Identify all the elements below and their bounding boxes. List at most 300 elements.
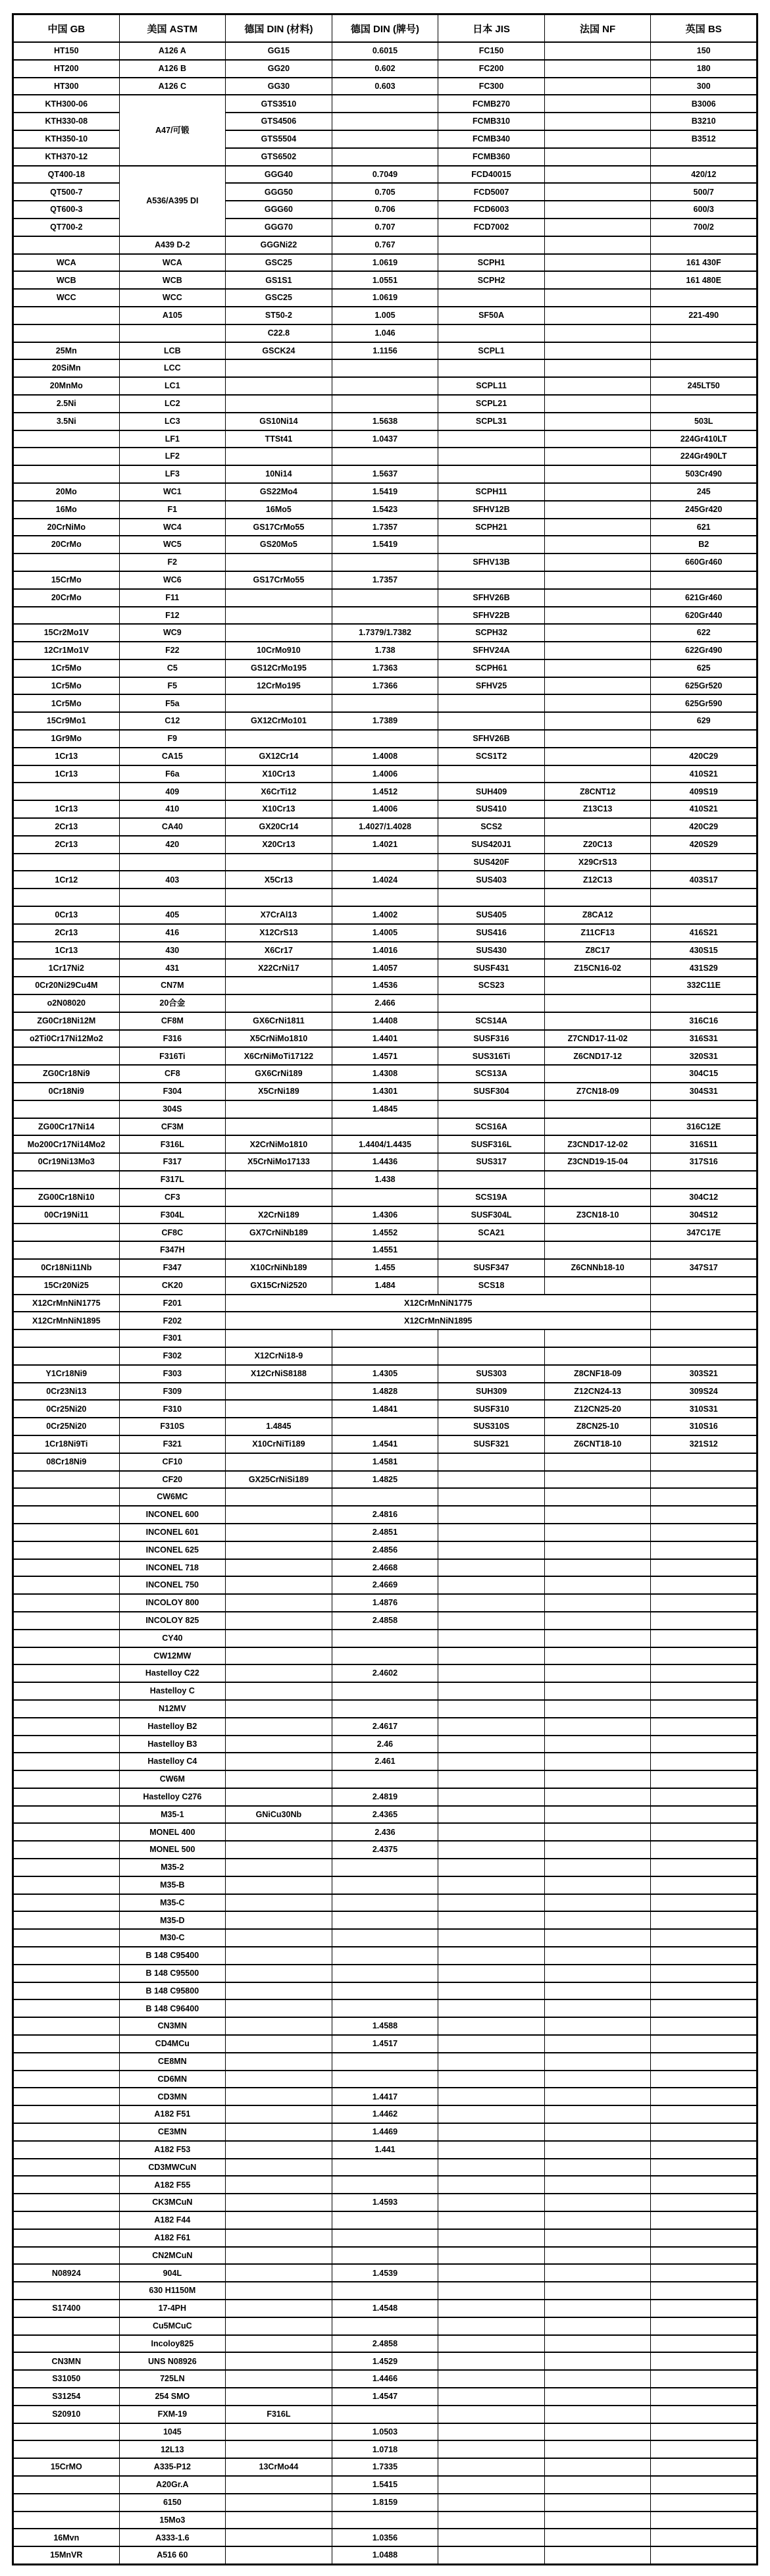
- table-row: [13, 765, 757, 783]
- table-cell: [332, 607, 438, 625]
- table-cell: [544, 1823, 651, 1841]
- table-cell: [226, 2529, 332, 2546]
- table-row: [13, 1612, 757, 1630]
- table-row: [13, 889, 757, 906]
- table-cell: GSC25: [226, 289, 332, 307]
- table-cell: 1.4024: [332, 871, 438, 889]
- table-row: [13, 2053, 757, 2071]
- table-cell: B 148 C95400: [119, 1947, 226, 1965]
- table-cell: [438, 2512, 545, 2529]
- table-cell: F310S: [119, 1418, 226, 1435]
- table-cell: [13, 2440, 120, 2458]
- table-cell: [651, 1612, 757, 1630]
- table-cell: 0Cr25Ni20: [13, 1418, 120, 1435]
- table-cell: QT600-3: [13, 201, 120, 219]
- table-cell: 420C29: [651, 818, 757, 836]
- table-cell: 2.4851: [332, 1524, 438, 1541]
- table-cell: F302: [119, 1347, 226, 1365]
- table-cell: [332, 359, 438, 377]
- table-cell: [226, 1753, 332, 1770]
- table-cell: SUS403: [438, 871, 545, 889]
- table-cell: GSCK24: [226, 342, 332, 360]
- table-row: [13, 465, 757, 483]
- table-row: [13, 60, 757, 78]
- table-cell: [651, 324, 757, 342]
- table-cell: [544, 2229, 651, 2247]
- table-cell: [226, 2194, 332, 2211]
- table-cell: 621Gr460: [651, 589, 757, 607]
- table-cell: 10CrMo910: [226, 642, 332, 659]
- table-cell: [332, 2282, 438, 2300]
- table-cell: GG15: [226, 42, 332, 60]
- table-cell: 1.4551: [332, 1241, 438, 1259]
- table-row: [13, 1594, 757, 1612]
- table-cell: [544, 1929, 651, 1947]
- table-cell: [332, 130, 438, 148]
- table-cell: 1Cr13: [13, 942, 120, 960]
- table-cell: X12CrMnNiN1775: [13, 1295, 120, 1312]
- table-cell: [13, 854, 120, 871]
- table-row: [13, 694, 757, 712]
- table-cell: [226, 1911, 332, 1929]
- table-cell: [651, 2247, 757, 2265]
- table-row: [13, 1259, 757, 1277]
- table-cell: [332, 1876, 438, 1894]
- table-cell: LF1: [119, 430, 226, 448]
- table-row: [13, 2035, 757, 2053]
- table-cell: [13, 1823, 120, 1841]
- table-cell: F316Ti: [119, 1047, 226, 1065]
- table-cell: M30-C: [119, 1929, 226, 1947]
- table-cell: 180: [651, 60, 757, 78]
- table-cell: [332, 1488, 438, 1506]
- table-cell: [544, 1859, 651, 1876]
- column-header-uk-bs: 英国 BS: [651, 14, 757, 43]
- table-row: [13, 2370, 757, 2388]
- table-cell: 1Cr17Ni2: [13, 959, 120, 977]
- table-row: [13, 1911, 757, 1929]
- table-cell: X2CrNi189: [226, 1206, 332, 1224]
- table-cell: KTH300-06: [13, 95, 120, 113]
- table-cell: M35-C: [119, 1894, 226, 1912]
- table-cell: [438, 2211, 545, 2229]
- table-cell: GGG50: [226, 183, 332, 201]
- table-cell: 2.4602: [332, 1664, 438, 1682]
- table-cell: [332, 95, 438, 113]
- table-cell: 725LN: [119, 2370, 226, 2388]
- table-row: [13, 2123, 757, 2141]
- table-cell: [332, 1894, 438, 1912]
- table-cell: A126 C: [119, 78, 226, 95]
- table-cell: [544, 2423, 651, 2441]
- table-cell: CW12MW: [119, 1647, 226, 1665]
- table-cell: 409S19: [651, 783, 757, 800]
- table-cell: [438, 571, 545, 589]
- table-cell: [544, 2300, 651, 2317]
- table-cell: [544, 1999, 651, 2017]
- table-cell: [438, 1171, 545, 1189]
- table-cell: [226, 1576, 332, 1594]
- table-cell: 1Cr18Ni9Ti: [13, 1435, 120, 1453]
- table-cell: [651, 2335, 757, 2353]
- table-cell: GS20Mo5: [226, 536, 332, 554]
- table-cell: 1.4845: [226, 1418, 332, 1435]
- table-cell: [651, 2071, 757, 2088]
- table-cell: 1.0356: [332, 2529, 438, 2546]
- table-cell: WCC: [119, 289, 226, 307]
- table-cell: 700/2: [651, 219, 757, 236]
- table-cell: [651, 1911, 757, 1929]
- table-cell: [651, 2264, 757, 2282]
- table-cell: 403: [119, 871, 226, 889]
- table-cell: 12L13: [119, 2440, 226, 2458]
- table-cell: GX6CrNi1811: [226, 1012, 332, 1030]
- table-row: [13, 1312, 757, 1329]
- table-cell: [438, 2035, 545, 2053]
- table-cell: [544, 1753, 651, 1770]
- table-cell: [226, 2335, 332, 2353]
- table-cell: GNiCu30Nb: [226, 1806, 332, 1824]
- table-row: [13, 2476, 757, 2494]
- table-cell: Z15CN16-02: [544, 959, 651, 977]
- table-cell: 660Gr460: [651, 554, 757, 571]
- table-cell: [438, 2406, 545, 2423]
- table-cell: 1Cr5Mo: [13, 694, 120, 712]
- table-cell: X2CrNiMo1810: [226, 1135, 332, 1153]
- table-cell: [544, 1541, 651, 1559]
- table-cell: 316C16: [651, 1012, 757, 1030]
- table-cell: X10CrNiNb189: [226, 1259, 332, 1277]
- table-cell: [651, 2141, 757, 2159]
- table-row: [13, 712, 757, 730]
- table-row: [13, 589, 757, 607]
- table-cell: 1.5637: [332, 465, 438, 483]
- table-cell: [544, 2440, 651, 2458]
- table-cell: [544, 2352, 651, 2370]
- table-cell: 304C12: [651, 1189, 757, 1206]
- table-cell: [651, 1823, 757, 1841]
- table-cell: [544, 1347, 651, 1365]
- table-cell: [438, 2458, 545, 2476]
- table-cell: F22: [119, 642, 226, 659]
- table-cell: CF10: [119, 1453, 226, 1471]
- table-cell: SCS23: [438, 977, 545, 994]
- table-cell: [544, 554, 651, 571]
- table-cell: F12: [119, 607, 226, 625]
- table-cell: [438, 2194, 545, 2211]
- table-cell: F316L: [226, 2406, 332, 2423]
- table-cell: [13, 1929, 120, 1947]
- table-cell: [651, 1982, 757, 2000]
- table-row: [13, 2388, 757, 2406]
- table-cell: GTS3510: [226, 95, 332, 113]
- table-cell: F303: [119, 1365, 226, 1383]
- table-cell: 410: [119, 800, 226, 818]
- table-cell: 1.4301: [332, 1083, 438, 1100]
- table-cell: [332, 448, 438, 465]
- table-cell: [226, 1524, 332, 1541]
- table-cell: [13, 1894, 120, 1912]
- table-cell: [13, 1576, 120, 1594]
- table-cell: CN3MN: [119, 2017, 226, 2035]
- table-cell: [544, 889, 651, 906]
- table-cell: Z12CN24-13: [544, 1383, 651, 1401]
- table-cell: [438, 2370, 545, 2388]
- table-cell: Z20C13: [544, 836, 651, 854]
- table-cell: 430S15: [651, 942, 757, 960]
- table-cell: [544, 2335, 651, 2353]
- table-cell: [438, 2123, 545, 2141]
- table-cell: [651, 2282, 757, 2300]
- table-cell: [438, 1753, 545, 1770]
- table-cell: F9: [119, 730, 226, 748]
- table-row: [13, 2088, 757, 2105]
- table-cell: [438, 1612, 545, 1630]
- table-row: [13, 2159, 757, 2177]
- table-cell: [651, 2159, 757, 2177]
- table-row: [13, 448, 757, 465]
- table-cell: [544, 2141, 651, 2159]
- table-cell: 1.4552: [332, 1224, 438, 1241]
- table-cell: [226, 2247, 332, 2265]
- table-cell: 1.4404/1.4435: [332, 1135, 438, 1153]
- table-cell: [226, 994, 332, 1012]
- table-row: [13, 1841, 757, 1859]
- table-row: [13, 1488, 757, 1506]
- table-cell: [544, 589, 651, 607]
- table-cell: FCMB270: [438, 95, 545, 113]
- table-cell: [332, 2053, 438, 2071]
- table-cell: [438, 1911, 545, 1929]
- table-row: [13, 501, 757, 519]
- table-cell: [226, 1682, 332, 1700]
- table-cell: SFHV26B: [438, 589, 545, 607]
- table-cell: [438, 1894, 545, 1912]
- table-row: [13, 519, 757, 536]
- table-row: [13, 2529, 757, 2546]
- table-cell: 16Mo5: [226, 501, 332, 519]
- table-cell: [651, 2370, 757, 2388]
- table-cell: [13, 1506, 120, 1524]
- table-cell: [13, 889, 120, 906]
- table-cell: 2.4858: [332, 2335, 438, 2353]
- table-cell: FCD40015: [438, 166, 545, 184]
- table-cell: M35-1: [119, 1806, 226, 1824]
- table-cell: [438, 1823, 545, 1841]
- table-cell: 409: [119, 783, 226, 800]
- table-cell: SCPL11: [438, 377, 545, 395]
- table-cell: Hastelloy C4: [119, 1753, 226, 1770]
- table-cell: [438, 1506, 545, 1524]
- table-cell: [332, 2159, 438, 2177]
- table-cell: M35-B: [119, 1876, 226, 1894]
- table-row: [13, 1999, 757, 2017]
- column-header-japan-jis: 日本 JIS: [438, 14, 545, 43]
- table-cell: SUSF431: [438, 959, 545, 977]
- table-cell: F316L: [119, 1135, 226, 1153]
- table-cell: 416S21: [651, 924, 757, 942]
- table-cell: SCS18: [438, 1277, 545, 1295]
- table-cell: 410S21: [651, 765, 757, 783]
- table-cell: [438, 2229, 545, 2247]
- table-row: [13, 1929, 757, 1947]
- table-cell: Incoloy825: [119, 2335, 226, 2353]
- table-cell: WC9: [119, 624, 226, 642]
- table-cell: 1.4006: [332, 765, 438, 783]
- table-cell: [13, 1841, 120, 1859]
- table-row: [13, 1012, 757, 1030]
- table-cell: [438, 889, 545, 906]
- table-cell: 1.5419: [332, 483, 438, 501]
- table-row: [13, 2071, 757, 2088]
- table-cell: [544, 1806, 651, 1824]
- table-cell: 20CrMo: [13, 536, 120, 554]
- table-cell: 1.484: [332, 1277, 438, 1295]
- table-cell: [438, 1630, 545, 1647]
- table-row: [13, 1682, 757, 1700]
- table-cell: [13, 2071, 120, 2088]
- table-cell: 2.4617: [332, 1718, 438, 1736]
- table-cell: [332, 1418, 438, 1435]
- table-cell: [651, 1753, 757, 1770]
- table-row: [13, 2440, 757, 2458]
- table-cell: GX12CrMo101: [226, 712, 332, 730]
- table-cell: B3210: [651, 113, 757, 130]
- table-cell: 1.0503: [332, 2423, 438, 2441]
- table-cell: SUS310S: [438, 1418, 545, 1435]
- table-cell: 1.4828: [332, 1383, 438, 1401]
- table-cell: F321: [119, 1435, 226, 1453]
- table-cell: [438, 1453, 545, 1471]
- table-cell: CF20: [119, 1471, 226, 1489]
- table-cell: [544, 1894, 651, 1912]
- table-cell: [13, 1329, 120, 1347]
- table-row: [13, 1823, 757, 1841]
- table-cell: 622: [651, 624, 757, 642]
- table-cell: [438, 1718, 545, 1736]
- table-cell: [544, 289, 651, 307]
- table-cell: F11: [119, 589, 226, 607]
- table-row: [13, 2512, 757, 2529]
- table-cell: X10Cr13: [226, 765, 332, 783]
- table-cell: [13, 607, 120, 625]
- table-cell: [651, 236, 757, 254]
- table-cell: [544, 148, 651, 166]
- table-cell: [438, 2335, 545, 2353]
- table-cell: 630 H1150M: [119, 2282, 226, 2300]
- table-cell: F2: [119, 554, 226, 571]
- table-cell: [226, 395, 332, 413]
- table-cell: 2.436: [332, 1823, 438, 1841]
- table-cell: 1.4002: [332, 906, 438, 924]
- table-cell: LC1: [119, 377, 226, 395]
- table-cell: [13, 783, 120, 800]
- table-cell: [13, 1541, 120, 1559]
- table-cell: X12CrMnNiN1775: [226, 1295, 651, 1312]
- table-cell: ST50-2: [226, 307, 332, 324]
- table-cell: 1.046: [332, 324, 438, 342]
- table-cell: [226, 2440, 332, 2458]
- table-cell: [651, 906, 757, 924]
- table-cell: [226, 1982, 332, 2000]
- table-cell: 150: [651, 42, 757, 60]
- table-cell: 304S12: [651, 1206, 757, 1224]
- table-cell: [226, 2512, 332, 2529]
- table-cell: [651, 2194, 757, 2211]
- table-cell: B 148 C95800: [119, 1982, 226, 2000]
- table-cell: [544, 1770, 651, 1788]
- table-cell: [226, 1859, 332, 1876]
- table-cell: o2Ti0Cr17Ni12Mo2: [13, 1030, 120, 1048]
- table-cell: Z3CND19-15-04: [544, 1153, 651, 1171]
- table-row: [13, 166, 757, 184]
- table-cell: F202: [119, 1312, 226, 1329]
- table-cell: SCS14A: [438, 1012, 545, 1030]
- table-row: [13, 1118, 757, 1136]
- table-cell: [651, 2388, 757, 2406]
- table-cell: [332, 1118, 438, 1136]
- table-row: [13, 942, 757, 960]
- table-cell: 1.4408: [332, 1012, 438, 1030]
- table-cell: A126 B: [119, 60, 226, 78]
- table-row: [13, 1083, 757, 1100]
- table-cell: [332, 1189, 438, 1206]
- table-cell: [651, 889, 757, 906]
- table-cell: [438, 2317, 545, 2335]
- table-row: [13, 1982, 757, 2000]
- table-cell: [544, 642, 651, 659]
- table-cell: 420: [119, 836, 226, 854]
- table-row: [13, 2105, 757, 2123]
- table-cell: [438, 536, 545, 554]
- table-cell: 316S31: [651, 1030, 757, 1048]
- table-row: [13, 607, 757, 625]
- table-cell: 410S21: [651, 800, 757, 818]
- table-cell: 1.4581: [332, 1453, 438, 1471]
- table-cell: [544, 271, 651, 289]
- table-cell: 1.0619: [332, 289, 438, 307]
- table-cell: F301: [119, 1329, 226, 1347]
- table-cell: [651, 1894, 757, 1912]
- table-cell: 245: [651, 483, 757, 501]
- table-cell: WC6: [119, 571, 226, 589]
- table-cell: GG30: [226, 78, 332, 95]
- table-cell: Hastelloy C276: [119, 1788, 226, 1806]
- table-cell: [544, 1506, 651, 1524]
- table-cell: 2.466: [332, 994, 438, 1012]
- table-cell: [651, 2406, 757, 2423]
- table-cell: GS10Ni14: [226, 413, 332, 430]
- table-cell: [651, 2317, 757, 2335]
- table-cell: 17-4PH: [119, 2300, 226, 2317]
- table-cell: 0Cr13: [13, 906, 120, 924]
- table-cell: A182 F61: [119, 2229, 226, 2247]
- table-cell: F317L: [119, 1171, 226, 1189]
- table-cell: [544, 536, 651, 554]
- table-cell: [438, 1664, 545, 1682]
- table-cell: [332, 1999, 438, 2017]
- table-cell: 1.4436: [332, 1153, 438, 1171]
- table-cell: Z11CF13: [544, 924, 651, 942]
- table-cell: 245Gr420: [651, 501, 757, 519]
- table-cell: 15CrMo: [13, 571, 120, 589]
- table-cell: [651, 1999, 757, 2017]
- table-cell: A182 F51: [119, 2105, 226, 2123]
- table-cell: [438, 1647, 545, 1665]
- table-cell: [226, 2141, 332, 2159]
- table-cell: GX25CrNiSi189: [226, 1471, 332, 1489]
- table-cell: A126 A: [119, 42, 226, 60]
